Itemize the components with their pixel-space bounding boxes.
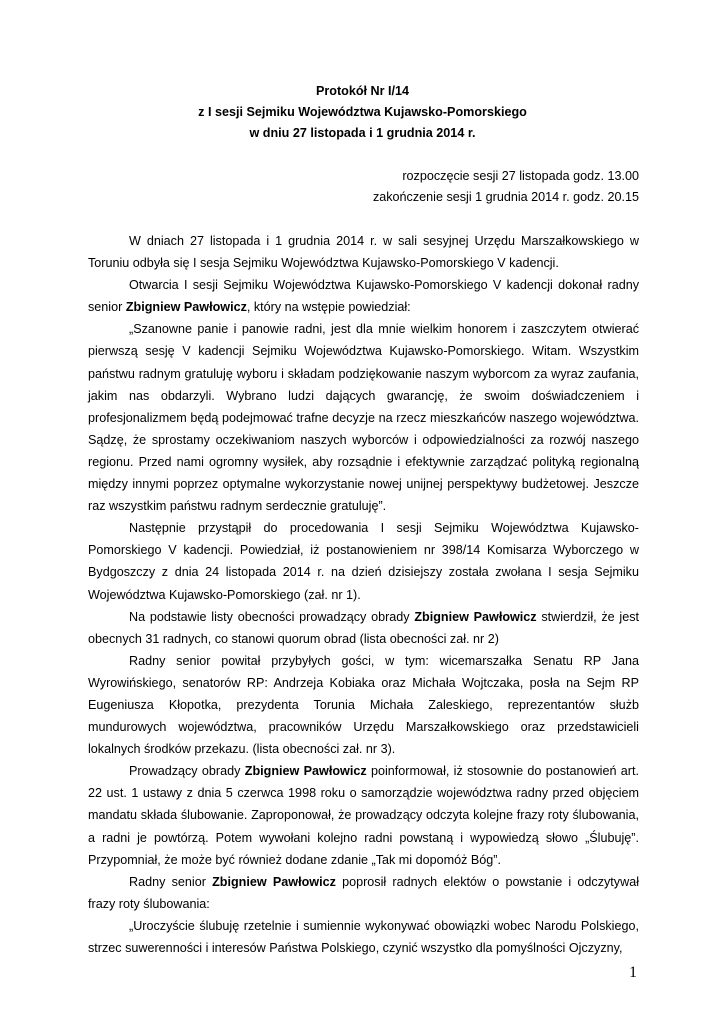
speaker-name: Zbigniew Pawłowicz <box>212 874 336 889</box>
session-start-time: rozpoczęcie sesji 27 listopada godz. 13.00 <box>402 169 639 183</box>
paragraph-oath-request: Radny senior Zbigniew Pawłowicz poprosił radnych elektów o powstanie i odczytywał frazy roty ślubowania: <box>88 874 639 911</box>
speaker-name: Zbigniew Pawłowicz <box>244 764 367 779</box>
session-title: z I sesji Sejmiku Województwa Kujawsko-Pomorskiego <box>198 105 527 119</box>
protocol-title: Protokół Nr I/14 <box>315 84 410 98</box>
session-date: w dniu 27 listopada i 1 grudnia 2014 r. <box>249 126 476 140</box>
session-end-time: zakończenie sesji 1 grudnia 2014 r. godz. 20.15 <box>372 190 639 204</box>
paragraph-speech: „Szanowne panie i panowie radni, jest dla mnie wielkim honorem i zaszczytem otwierać pierwszą sesję V kadencji Sejmiku Województwa Kujawsko-Pomorskiego. Witam. Wszystkim państwu radnym gratuluję wyboru i składam podziękowanie naszym wyborcom za wyraz zaufania, jakim nas obdarzyli. Wybrano ludzi dających gwarancję, że swoim doświadczeniem i profesjonalizmem będą podejmować trafne decyzje na rzecz mieszkańców naszego województwa. Sądzę, że sprostamy oczekiwaniom naszych wyborców i odpowiedzialności za rozwój naszego regionu. Przed nami ogromny wysiłek, aby rozsądnie i efektywnie zarządzać polityką regionalną między innymi poprzez optymalne wykorzystanie nowej unijnej perspektywy budżetowej. Jeszcze raz wszystkim państwu radnym serdecznie gratuluję”. <box>88 322 639 514</box>
speaker-name: Zbigniew Pawłowicz <box>125 300 247 315</box>
speaker-name: Zbigniew Pawłowicz <box>414 609 537 624</box>
paragraph-intro: W dniach 27 listopada i 1 grudnia 2014 r. w sali sesyjnej Urzędu Marszałkowskiego w Toruniu odbyła się I sesja Sejmiku Województwa Kujawsko-Pomorskiego V kadencji. <box>88 234 639 271</box>
paragraph-oath-info: Prowadzący obrady Zbigniew Pawłowicz poinformował, iż stosownie do postanowień art. 22 ust. 1 ustawy z dnia 5 czerwca 1998 roku o samorządzie województwa radny przed objęciem mandatu składa ślubowanie. Zaproponował, że prowadzący odczyta kolejne frazy roty ślubowania, a radni je powtórzą. Potem wywołani kolejno radni powstaną i wypowiedzą słowo „Ślubuję”. Przypomniał, że może być również dodane zdanie „Tak mi dopomóż Bóg”. <box>88 764 639 867</box>
paragraph-quorum: Na podstawie listy obecności prowadzący obrady Zbigniew Pawłowicz stwierdził, że jest obecnych 31 radnych, co stanowi quorum obrad (lista obecności zał. nr 2) <box>88 609 639 646</box>
paragraph-guests: Radny senior powitał przybyłych gości, w tym: wicemarszałka Senatu RP Jana Wyrowińskiego, senatorów RP: Andrzeja Kobiaka oraz Michała Wojtczaka, posła na Sejm RP Eugeniusza Kłopotka, prezydenta Torunia Michała Zaleskiego, reprezentantów służb mundurowych województwa, pracowników Urzędu Marszałkowskiego oraz przedstawicieli lokalnych środków przekazu. (lista obecności zał. nr 3). <box>88 653 639 757</box>
paragraph-opening: Otwarcia I sesji Sejmiku Województwa Kujawsko-Pomorskiego V kadencji dokonał radny senior Zbigniew Pawłowicz, który na wstępie powiedział: <box>88 278 639 315</box>
page-number: 1 <box>629 964 637 981</box>
paragraph-oath-text: „Uroczyście ślubuję rzetelnie i sumiennie wykonywać obowiązki wobec Narodu Polskiego, strzec suwerenności i interesów Państwa Polskiego, czynić wszystko dla pomyślności Ojczyzny, <box>88 918 639 955</box>
paragraph-procedure: Następnie przystąpił do procedowania I sesji Sejmiku Województwa Kujawsko-Pomorskiego V kadencji. Powiedział, iż postanowieniem nr 398/14 Komisarza Wyborczego w Bydgoszczy z dnia 24 listopada 2014 r. na dzień dzisiejszy została zwołana I sesja Sejmiku Województwa Kujawsko-Pomorskiego (zał. nr 1). <box>88 521 639 602</box>
protocol-body <box>88 230 639 959</box>
